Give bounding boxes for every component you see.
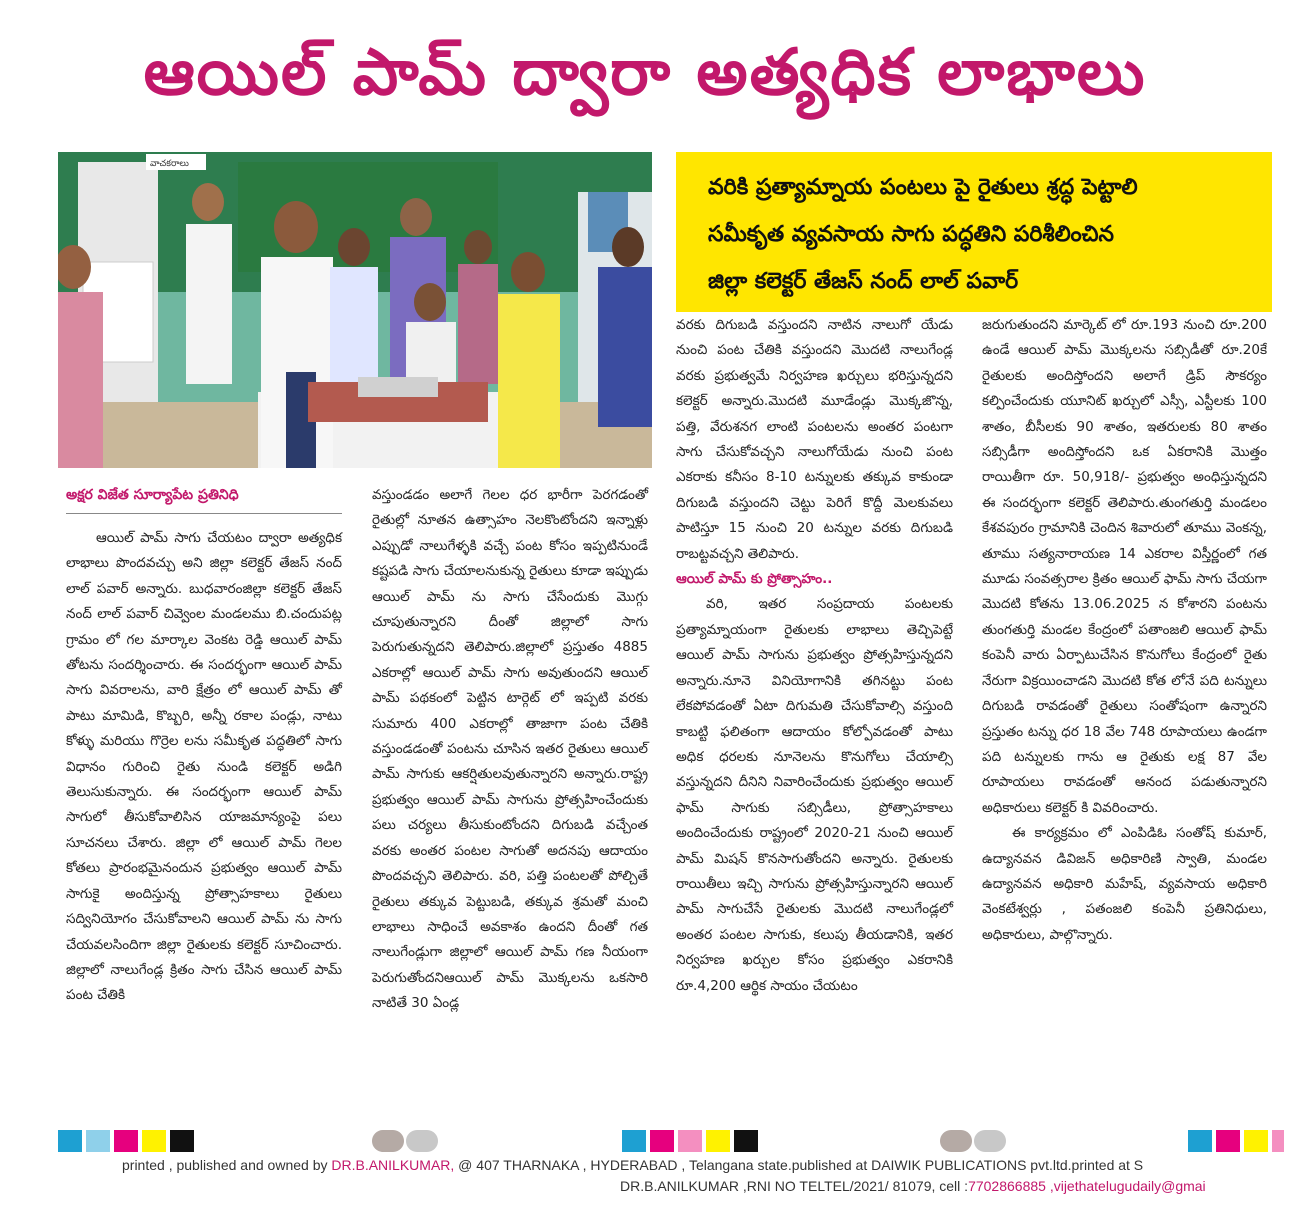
imprint-suffix: @ 407 THARNAKA , HYDERABAD , Telangana state.published at DAIWIK PUBLICATIONS pvt.ltd.printed at S — [454, 1157, 1144, 1173]
headline: ఆయిల్ పామ్ ద్వారా అత్యధిక లాభాలు — [143, 36, 1147, 110]
imprint-line-1 — [0, 1157, 1292, 1173]
black-swatch — [170, 1130, 194, 1152]
highlight-line-1: వరికి ప్రత్యామ్నాయ పంటలు పై రైతులు శ్రద్ధ పెట్టాలి — [708, 175, 1138, 200]
yellow-swatch — [1244, 1130, 1268, 1152]
cyan-swatch — [1188, 1130, 1212, 1152]
imprint-owner: DR.B.ANILKUMAR, — [331, 1157, 455, 1173]
highlight-box — [676, 152, 1272, 312]
cyan-swatch — [622, 1130, 646, 1152]
yellow-swatch — [706, 1130, 730, 1152]
light-pink-swatch — [678, 1130, 702, 1152]
article-column-2 — [372, 483, 648, 1017]
magenta-swatch — [650, 1130, 674, 1152]
magenta-swatch — [1216, 1130, 1240, 1152]
imprint-line-2 — [0, 1178, 1292, 1194]
column3-paragraph-2: వరి, ఇతర సంప్రదాయ పంటలకు ప్రత్యామ్నాయంగా రైతులకు లాభాలు తెచ్చిపెట్టే ఆయిల్ పామ్ సాగును ప్రభుత్వం ప్రోత్సహిస్తున్నదని అన్నారు.నూనె వినియోగానికి తగినట్టు పంట లేకపోవడంతో ఏటా దిగుమతి చేసుకోవాల్సి వస్తుంది కాబట్టి ఫలితంగా ఆదాయం కోల్పోవడంతో పాటు అధిక ధరలకు నూనెలను కొనుగోలు చేయాల్సి వస్తున్నదని దీనిని నివారించేందుకు ప్రభుత్వం ఆయిల్ ఫామ్ సాగుకు సబ్సిడీలు, ప్రోత్సాహకాలు అందించేందుకు రాష్ట్రంలో 2020-21 నుంచి ఆయిల్ పామ్ మిషన్ కొనసాగుతోందని అన్నారు. రైతులకు రాయితీలు ఇచ్చి సాగును ప్రోత్సహిస్తున్నారని ఆయిల్ పామ్ సాగుచేసే రైతులకు మొదటి నాలుగేండ్లలో అంతర పంటల సాగుకు, కలుపు తీయడానికి, ఇతర నిర్వహణ ఖర్చుల కోసం ప్రభుత్వం ఎకరానికి రూ.4,200 ఆర్థిక సాయం చేయటం — [676, 596, 953, 994]
news-photo — [58, 152, 652, 468]
column1-paragraph: ఆయిల్ పామ్ సాగు చేయటం ద్వారా అత్యధిక లాభాలు పొందవచ్చు అని జిల్లా కలెక్టర్ తేజస్ నంద్ లాల్ పవార్ అన్నారు. బుధవారంజిల్లా కలెక్టర్ తేజస్ నంద్ లాల్ పవార్ చివ్వెంల మండలము బి.చందుపట్ల గ్రామం లో గల మార్కాల వెంకట రెడ్డి ఆయిల్ పామ్ తోటను సందర్శించారు. ఈ సందర్భంగా ఆయిల్ పామ్ సాగు వివరాలను, వారి క్షేత్రం లో ఆయిల్ పామ్ తో పాటు మామిడి, కొబ్బరి, అన్నీ రకాల పండ్లు, నాటు కోళ్ళు మరియు గొర్రెల లను సమీకృత పద్ధతిలో సాగు విధానం గురించి రైతు నుండి కలెక్టర్ అడిగి తెలుసుకున్నారు. ఈ సందర్భంగా ఆయిల్ పామ్ సాగులో తీసుకోవాలిసిన యాజమాన్యంపై పలు సూచనలు చేశారు. జిల్లా లో ఆయిల్ పామ్ గెలల కోతలు ప్రారంభమైనందున ప్రభుత్వం ఆయిల్ పామ్ సాగుకై అందిస్తున్న ప్రోత్సాహకాలు రైతులు సద్వినియోగం చేసుకోవాలని ఆయిల్ పామ్ ను సాగు చేయవలసిందిగా జిల్లా రైతులకు కలెక్టర్ సూచించారు. జిల్లాలో నాలుగేండ్ల క్రితం సాగు చేసిన ఆయిల్ పామ్ పంట చేతికి — [66, 530, 342, 1004]
column3-paragraph-1: వరకు దిగుబడి వస్తుందని నాటిన నాలుగో యేడు నుంచి పంట చేతికి వస్తుందని మొదటి నాలుగేండ్ల వరకు ప్రభుత్వమే నిర్వహణ ఖర్చులు భరిస్తున్నదని కలెక్టర్ అన్నారు.మొదటి మూడేండ్లు మొక్కజొన్న, పత్తి, వేరుశనగ లాంటి పంటలను అంతర పంటగా సాగు చేసుకోవచ్చని నాలుగోయేడు నుంచి పంట ఎకరాకు కనీసం 8-10 టన్నులకు తక్కువ కాకుండా దిగుబడి వస్తుందని చెట్టు పెరిగే కొద్దీ మెలకువలు పాటిస్తూ 15 నుంచి 20 టన్నుల వరకు దిగుబడి రాబట్టవచ్చని తెలిపారు. — [676, 317, 953, 562]
color-registration-bar-middle — [622, 1130, 762, 1152]
yellow-swatch — [142, 1130, 166, 1152]
gray-pill — [406, 1130, 438, 1152]
gray-pill — [940, 1130, 972, 1152]
section-subhead: ఆయిల్ పామ్ కు ప్రోత్సాహం.. — [676, 571, 833, 588]
gray-pill — [974, 1130, 1006, 1152]
article-column-1 — [66, 483, 342, 1009]
cyan-swatch — [58, 1130, 82, 1152]
column2-paragraph: వస్తుండడం అలాగే గెలల ధర భారీగా పెరగడంతో రైతుల్లో నూతన ఉత్సాహం నెలకొంటోందని ఇన్నాళ్లు ఎప్పుడో నాలుగేళ్ళకి వచ్చే పంట కోసం ఇప్పటినుండే కష్టపడి సాగు చేయాలనుకున్న రైతులు కూడా ఇప్పుడు ఆయిల్ పామ్ ను సాగు చేసేందుకు మొగ్గు చూపుతున్నారని దీంతో జిల్లాలో సాగు పెరుగుతున్నదని తెలిపారు.జిల్లాలో ప్రస్తుతం 4885 ఎకరాల్లో ఆయిల్ పామ్ సాగు అవుతుందని ఆయిల్ పామ్ పథకంలో పెట్టిన టార్గెట్ లో ఇప్పటి వరకు సుమారు 400 ఎకరాల్లో తాజాగా పంట చేతికి వస్తుండడంతో పంటను చూసిన ఇతర రైతులు ఆయిల్ పామ్ సాగుకు ఆకర్షితులవుతున్నారని అన్నారు.రాష్ట్ర ప్రభుత్వం ఆయిల్ పామ్ సాగును ప్రోత్సహించేందుకు పలు చర్యలు తీసుకుంటోందని దిగుబడి వచ్చేంత వరకు అంతర పంటల సాగుతో అదనపు ఆదాయం పొందవచ్చని తెలిపారు. వరి, పత్తి పంటలతో పోల్చితే రైతులు తక్కువ పెట్టుబడి, తక్కువ శ్రమతో మంచి లాభాలు సాధించే అవకాశం ఉందని దీంతో గత నాలుగేండ్లుగా జిల్లాలో ఆయిల్ పామ్ గణ నీయంగా పెరుగుతోందనిఆయిల్ పామ్ మొక్కలను ఒకసారి నాటితే 30 ఏండ్ల — [372, 487, 648, 1012]
color-registration-bar-left — [58, 1130, 198, 1152]
magenta-swatch — [114, 1130, 138, 1152]
article-column-3 — [676, 313, 953, 999]
photo-illustration — [58, 152, 652, 468]
highlight-line-3: జిల్లా కలెక్టర్ తేజస్ నంద్ లాల్ పవార్ — [708, 269, 1019, 294]
column4-paragraph-2: ఈ కార్యక్రమం లో ఎంపిడిఓ సంతోష్ కుమార్, ఉద్యానవన డివిజన్ అధికారిణి స్వాతి, మండల ఉద్యానవన అధికారి మహేష్, వ్యవసాయ అధికారి వెంకటేశ్వర్లు , పతంజలి కంపెనీ ప్రతినిధులు, అధికారులు, పాల్గొన్నారు. — [982, 825, 1267, 943]
column4-paragraph-1: జరుగుతుందని మార్కెట్ లో రూ.193 నుంచి రూ.200 ఉండే ఆయిల్ పామ్ మొక్కలను సబ్సిడీతో రూ.20కే రైతులకు అందిస్తోందని అలాగే డ్రిప్ సౌకర్యం కల్పించేందుకు యూనిట్ ఖర్చులో ఎస్సీ, ఎస్టీలకు 100 శాతం, బీసీలకు 90 శాతం, ఇతరులకు 80 శాతం సబ్సిడీగా అందిస్తోందని ఒక ఏకరానికి మొత్తం రాయితీగా రూ. 50,918/- ప్రభుత్వం అంధిస్తున్నదని ఈ సందర్భంగా కలెక్టర్ తెలిపారు.తుంగతుర్తి మండలం కేశవపురం గ్రామానికి చెందిన శివారులో తూము వెంకన్న, తూము సత్యనారాయణ 14 ఎకరాల విస్తీర్ణంలో గత మూడు సంవత్సరాల క్రితం ఆయిల్ ఫామ్ సాగు చేయగా మొదటి కోతను 13.06.2025 న కోశారని పంటను తుంగతుర్తి మండల కేంద్రంలో పతాంజలి ఆయిల్ ఫామ్ కంపెనీ వారు ఏర్పాటుచేసిన కొనుగోలు కేంద్రంలో రైతు నేరుగా విక్రయించాడని మొదటి కోత లోనే పది టన్నులు దిగుబడి రావడంతో రైతులు సంతోషంగా ఉన్నారని ప్రస్తుతం టన్ను ధర 18 వేల 748 రూపాయలు ఉండగా పది టన్నులకు గాను ఆ రైతుకు లక్ష 87 వేల రూపాయలు రావడంతో ఆనంద పడుతున్నారని అధికారులు కలెక్టర్ కి వివరించారు. — [982, 317, 1267, 816]
highlight-line-2: సమీకృత వ్యవసాయ సాగు పద్ధతిని పరిశీలించిన — [708, 222, 1114, 247]
reporter-byline: అక్షర విజేత సూర్యాపేట ప్రతినిధి — [66, 483, 342, 514]
color-registration-bar-right — [1188, 1130, 1288, 1152]
imprint-prefix: printed , published and owned by — [122, 1157, 332, 1173]
light-cyan-swatch — [86, 1130, 110, 1152]
photo-sign-text: వాచకరాలు — [150, 159, 189, 169]
black-swatch — [734, 1130, 758, 1152]
light-pink-swatch — [1272, 1130, 1284, 1152]
gray-pill — [372, 1130, 404, 1152]
gray-registration-pill-2 — [940, 1130, 1008, 1152]
imprint-rni: DR.B.ANILKUMAR ,RNI NO TELTEL/2021/ 81079, cell : — [620, 1178, 969, 1194]
imprint-contact: 7702866885 ,vijethatelugudaily@gmai — [968, 1178, 1206, 1194]
gray-registration-pill-1 — [372, 1130, 440, 1152]
article-column-4 — [982, 313, 1267, 948]
